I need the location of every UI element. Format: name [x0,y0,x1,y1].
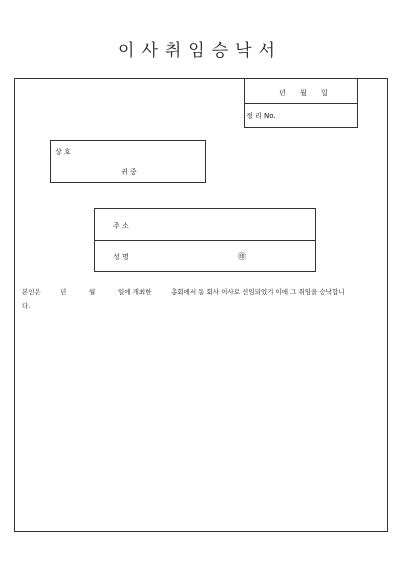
date-box [244,78,358,128]
name-label: 성 명 [113,253,129,261]
document-title: 이사취임승낙서 [118,41,282,61]
person-box-divider [95,240,315,241]
statement-line-2: 다. [22,302,31,310]
statement-part-5: 총회에서 동 회사 이사로 선임되었기 이에 그 취임을 승낙합니 [171,288,345,296]
seal-icon: ㊞ [238,252,246,261]
day-label: 일 [321,89,328,97]
statement-part-1: 본인은 [22,288,41,296]
year-label: 년 [279,89,286,97]
statement-part-3: 월 [89,288,96,296]
honorific-label: 귀 중 [121,168,137,176]
reference-number-label: 정 리 No. [246,112,276,120]
address-label: 주 소 [113,222,129,230]
date-row [245,79,357,104]
statement-part-2: 년 [60,288,67,296]
month-label: 월 [300,89,307,97]
statement-part-4: 일에 개최한 [118,288,152,296]
person-box [94,208,316,272]
company-name-label: 상 호 [55,148,71,156]
company-box [50,140,206,183]
